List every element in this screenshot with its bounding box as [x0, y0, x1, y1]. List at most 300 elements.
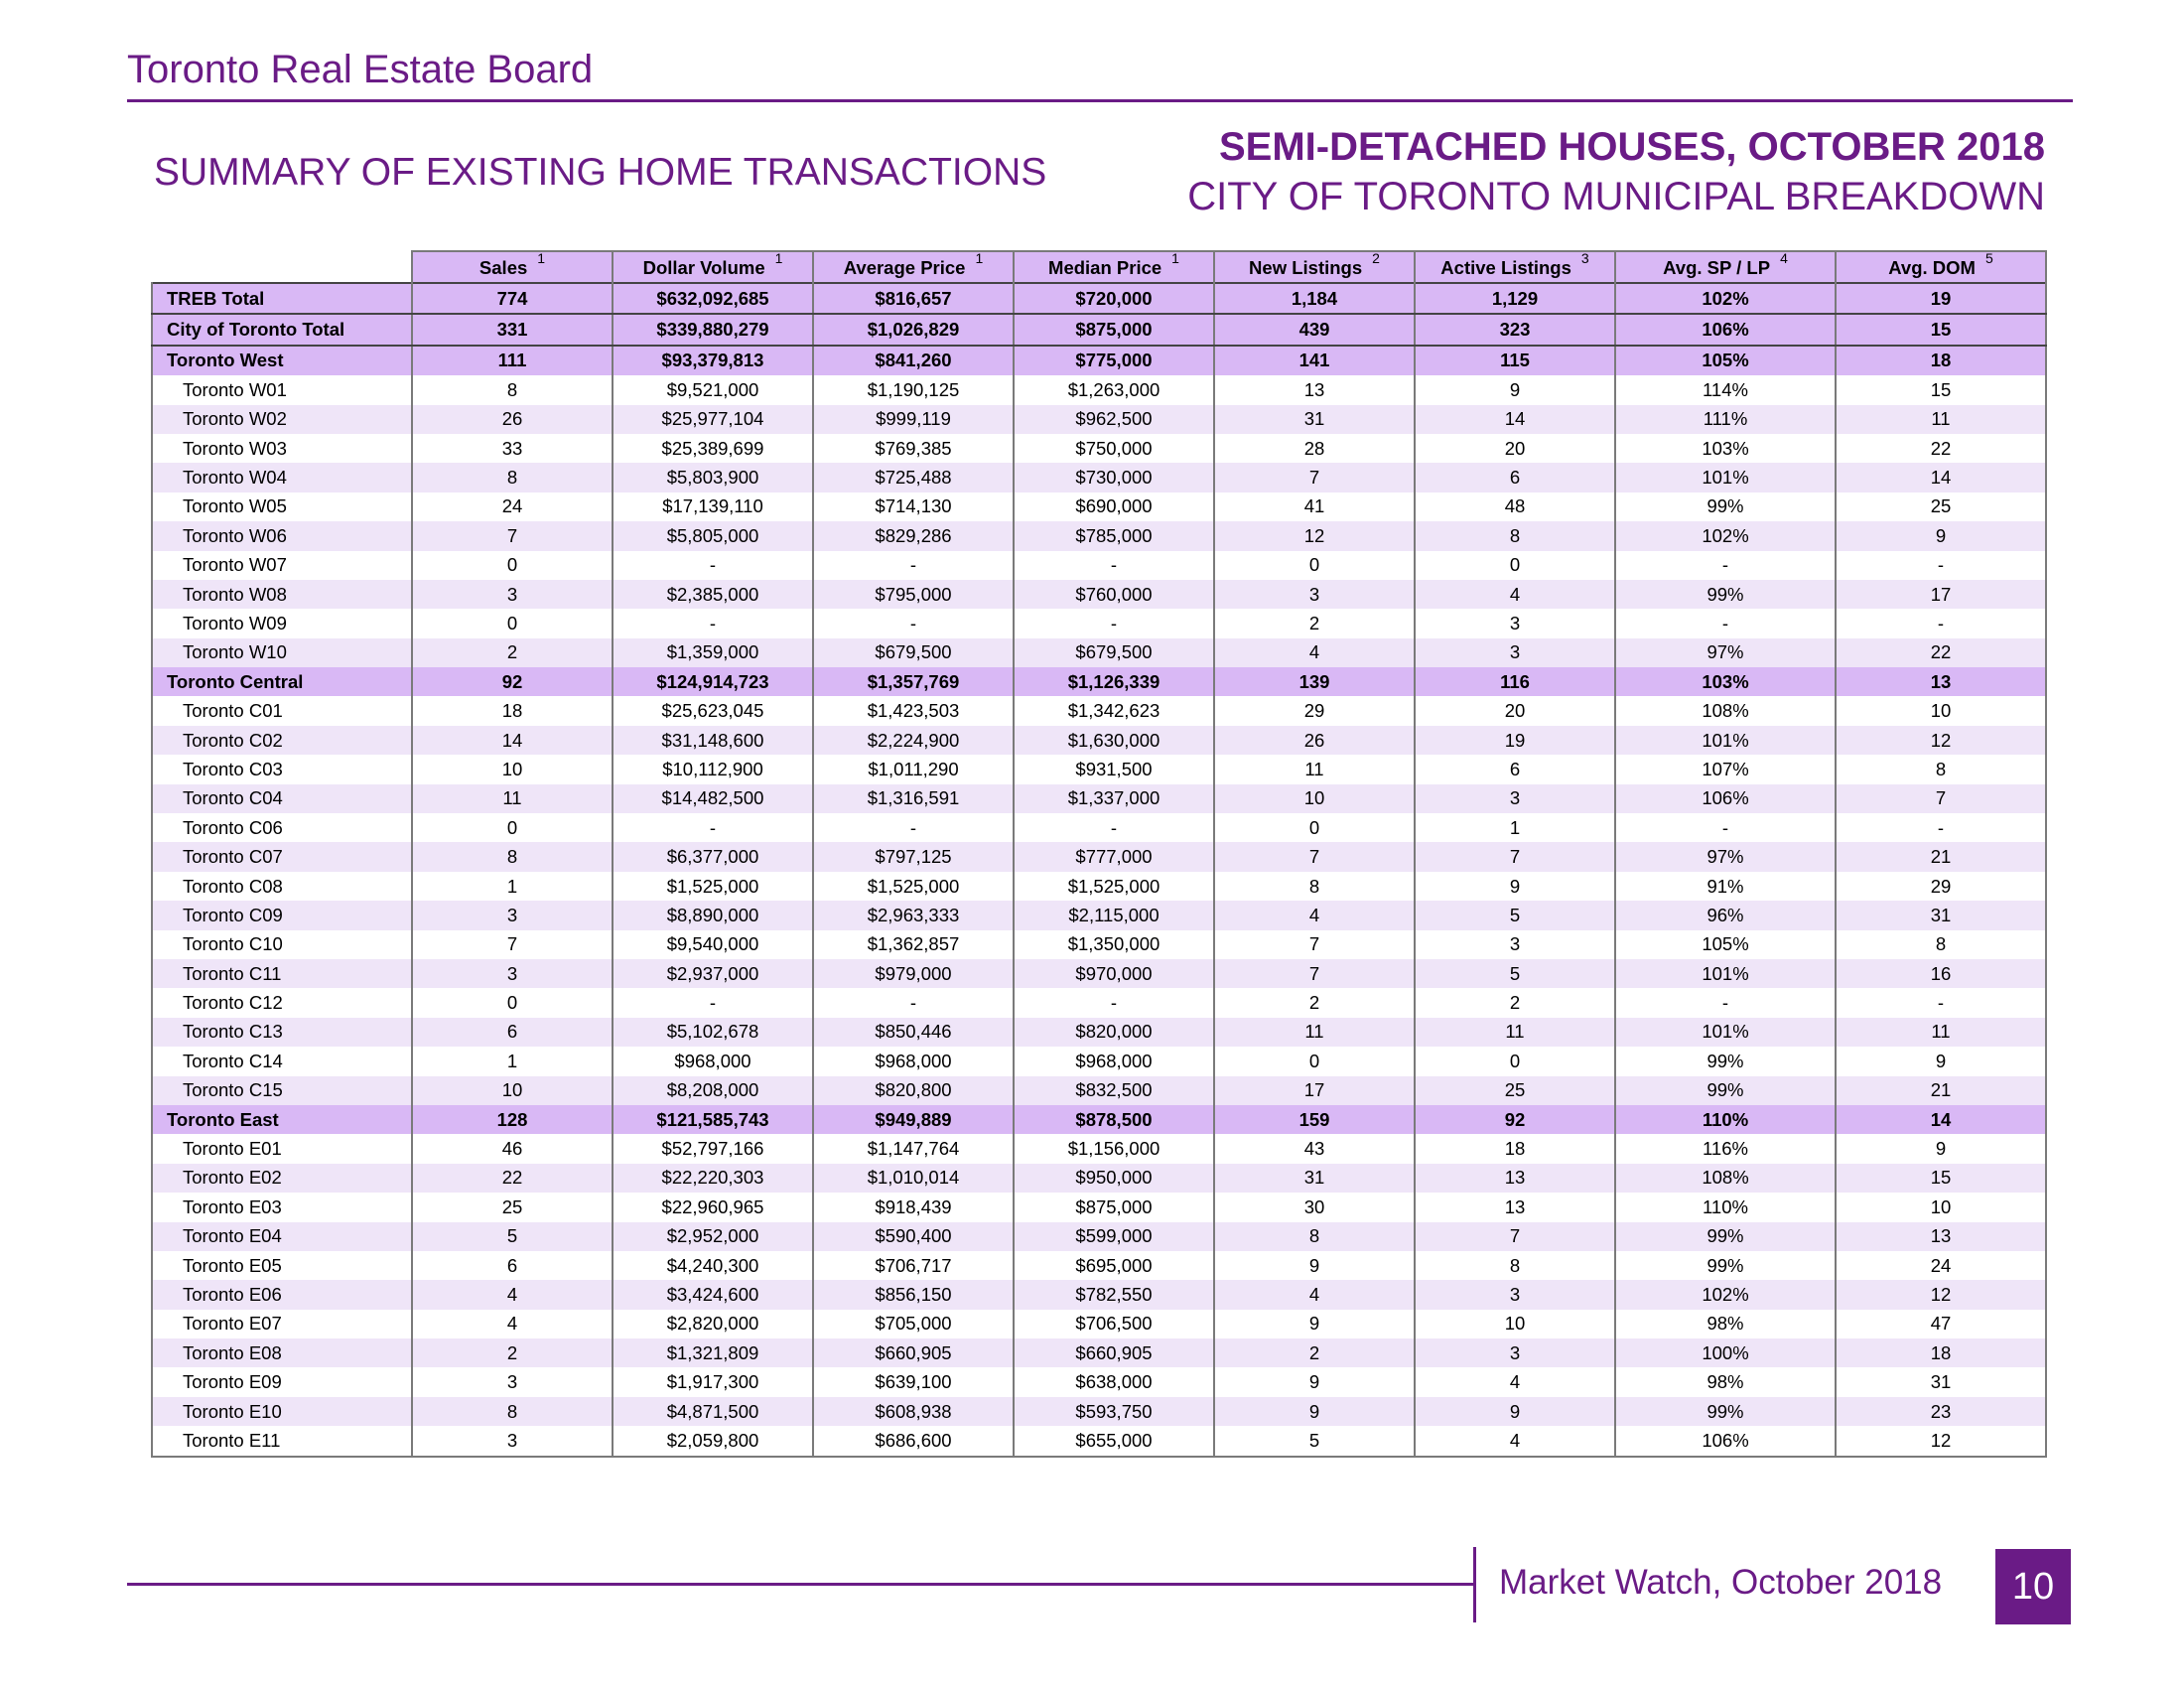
table-cell: 98%: [1615, 1367, 1836, 1396]
district-row: [152, 1222, 2046, 1251]
district-row: [152, 1193, 2046, 1221]
region-row: [152, 1105, 2046, 1134]
table-cell: -: [813, 551, 1014, 580]
table-cell: 6: [1415, 755, 1615, 783]
table-cell: $1,147,764: [813, 1134, 1014, 1163]
table-cell: 0: [1415, 1047, 1615, 1075]
table-cell: 108%: [1615, 696, 1836, 725]
table-cell: 1,129: [1415, 283, 1615, 314]
table-cell: 91%: [1615, 872, 1836, 901]
row-label: Toronto E11: [152, 1426, 412, 1456]
table-cell: 106%: [1615, 784, 1836, 813]
table-cell: 13: [1415, 1164, 1615, 1193]
table-cell: 105%: [1615, 930, 1836, 959]
table-cell: 159: [1214, 1105, 1415, 1134]
table-cell: 26: [412, 405, 613, 434]
table-cell: $1,263,000: [1014, 375, 1214, 404]
district-row: [152, 375, 2046, 404]
footnote-marker: 3: [1580, 250, 1589, 267]
summary-heading: SUMMARY OF EXISTING HOME TRANSACTIONS: [154, 151, 1047, 194]
table-cell: 0: [412, 551, 613, 580]
table-cell: $706,500: [1014, 1310, 1214, 1338]
table-cell: $1,342,623: [1014, 696, 1214, 725]
table-cell: 9: [1836, 1134, 2046, 1163]
table-cell: $841,260: [813, 346, 1014, 375]
table-cell: 97%: [1615, 638, 1836, 667]
header-blank-cell: [152, 251, 412, 283]
table-cell: 2: [1214, 1338, 1415, 1367]
table-cell: -: [613, 551, 813, 580]
table-cell: 11: [1214, 755, 1415, 783]
row-label: Toronto C07: [152, 842, 412, 871]
district-row: [152, 696, 2046, 725]
table-cell: 7: [1214, 959, 1415, 988]
region-row: [152, 346, 2046, 375]
table-cell: $1,156,000: [1014, 1134, 1214, 1163]
table-cell: 10: [412, 1076, 613, 1105]
table-cell: 3: [412, 901, 613, 929]
district-row: [152, 901, 2046, 929]
row-label: Toronto C12: [152, 988, 412, 1017]
table-cell: -: [1014, 813, 1214, 842]
table-cell: $93,379,813: [613, 346, 813, 375]
table-cell: -: [813, 813, 1014, 842]
district-row: [152, 405, 2046, 434]
district-row: [152, 1047, 2046, 1075]
table-cell: 116: [1415, 667, 1615, 696]
table-cell: 4: [412, 1310, 613, 1338]
table-cell: $2,059,800: [613, 1426, 813, 1456]
table-cell: $31,148,600: [613, 726, 813, 755]
row-label: Toronto C11: [152, 959, 412, 988]
table-cell: 22: [1836, 638, 2046, 667]
row-label: City of Toronto Total: [152, 314, 412, 345]
table-cell: 9: [1214, 1367, 1415, 1396]
table-cell: 116%: [1615, 1134, 1836, 1163]
district-row: [152, 609, 2046, 637]
table-cell: $797,125: [813, 842, 1014, 871]
table-cell: 108%: [1615, 1164, 1836, 1193]
column-header: [613, 251, 813, 283]
table-cell: 5: [1415, 901, 1615, 929]
column-header: [1415, 251, 1615, 283]
table-cell: 24: [1836, 1251, 2046, 1280]
district-row: [152, 1134, 2046, 1163]
table-cell: $760,000: [1014, 580, 1214, 609]
table-cell: $1,010,014: [813, 1164, 1014, 1193]
row-label: Toronto C03: [152, 755, 412, 783]
row-label: Toronto C04: [152, 784, 412, 813]
table-cell: 19: [1836, 283, 2046, 314]
table-cell: 33: [412, 434, 613, 463]
publication-label: Market Watch, October 2018: [1499, 1563, 1943, 1602]
district-row: [152, 1018, 2046, 1047]
table-cell: 13: [1415, 1193, 1615, 1221]
table-cell: $777,000: [1014, 842, 1214, 871]
table-cell: $1,359,000: [613, 638, 813, 667]
table-cell: $1,026,829: [813, 314, 1014, 345]
table-cell: $679,500: [1014, 638, 1214, 667]
table-cell: -: [813, 609, 1014, 637]
page-number-badge: 10: [1995, 1549, 2071, 1624]
table-cell: 11: [1836, 1018, 2046, 1047]
table-cell: 6: [1415, 463, 1615, 492]
row-label: Toronto East: [152, 1105, 412, 1134]
table-cell: $3,424,600: [613, 1280, 813, 1309]
table-header-row: [152, 251, 2046, 283]
row-label: Toronto C06: [152, 813, 412, 842]
table-cell: 8: [1836, 930, 2046, 959]
table-cell: $690,000: [1014, 492, 1214, 521]
table-cell: 20: [1415, 434, 1615, 463]
footnote-marker: 5: [1984, 250, 1993, 267]
table-cell: $679,500: [813, 638, 1014, 667]
table-cell: 4: [1415, 1426, 1615, 1456]
table-cell: $638,000: [1014, 1367, 1214, 1396]
table-cell: 30: [1214, 1193, 1415, 1221]
table-cell: 103%: [1615, 434, 1836, 463]
table-cell: 102%: [1615, 1280, 1836, 1309]
table-cell: $124,914,723: [613, 667, 813, 696]
row-label: Toronto E03: [152, 1193, 412, 1221]
table-cell: 10: [1836, 1193, 2046, 1221]
table-cell: 111: [412, 346, 613, 375]
district-row: [152, 1076, 2046, 1105]
row-label: Toronto W06: [152, 521, 412, 550]
table-cell: 48: [1415, 492, 1615, 521]
table-cell: $2,385,000: [613, 580, 813, 609]
district-row: [152, 959, 2046, 988]
table-cell: 9: [1415, 375, 1615, 404]
column-header: [1214, 251, 1415, 283]
table-cell: $750,000: [1014, 434, 1214, 463]
table-cell: 3: [1415, 1280, 1615, 1309]
row-label: Toronto C09: [152, 901, 412, 929]
table-cell: 25: [1836, 492, 2046, 521]
table-cell: $17,139,110: [613, 492, 813, 521]
table-cell: $816,657: [813, 283, 1014, 314]
table-cell: $820,000: [1014, 1018, 1214, 1047]
table-cell: 8: [412, 463, 613, 492]
table-cell: $590,400: [813, 1222, 1014, 1251]
district-row: [152, 755, 2046, 783]
table-cell: 11: [412, 784, 613, 813]
row-label: Toronto E08: [152, 1338, 412, 1367]
table-cell: 0: [1415, 551, 1615, 580]
district-row: [152, 872, 2046, 901]
column-header: [813, 251, 1014, 283]
table-cell: $4,240,300: [613, 1251, 813, 1280]
table-cell: 99%: [1615, 1222, 1836, 1251]
table-cell: 1: [412, 872, 613, 901]
table-cell: 16: [1836, 959, 2046, 988]
table-cell: 101%: [1615, 959, 1836, 988]
table-cell: 0: [1214, 813, 1415, 842]
table-cell: -: [1014, 551, 1214, 580]
table-cell: 96%: [1615, 901, 1836, 929]
table-cell: 12: [1836, 1280, 2046, 1309]
table-cell: 12: [1836, 1426, 2046, 1456]
table-cell: -: [1615, 813, 1836, 842]
table-cell: 0: [412, 813, 613, 842]
table-cell: -: [1014, 609, 1214, 637]
table-cell: $9,521,000: [613, 375, 813, 404]
district-row: [152, 463, 2046, 492]
table-cell: 31: [1214, 1164, 1415, 1193]
table-cell: 5: [1415, 959, 1615, 988]
table-cell: 102%: [1615, 283, 1836, 314]
table-cell: $782,550: [1014, 1280, 1214, 1309]
table-body: [152, 283, 2046, 1457]
row-label: Toronto E09: [152, 1367, 412, 1396]
table-cell: 31: [1214, 405, 1415, 434]
table-cell: $339,880,279: [613, 314, 813, 345]
table-cell: -: [613, 609, 813, 637]
table-cell: $686,600: [813, 1426, 1014, 1456]
table-cell: 331: [412, 314, 613, 345]
footer-vertical-divider: [1473, 1547, 1476, 1622]
table-cell: 139: [1214, 667, 1415, 696]
table-cell: 19: [1415, 726, 1615, 755]
table-cell: 0: [412, 609, 613, 637]
table-cell: $1,190,125: [813, 375, 1014, 404]
row-label: Toronto C13: [152, 1018, 412, 1047]
table-cell: $6,377,000: [613, 842, 813, 871]
table-cell: 0: [1214, 1047, 1415, 1075]
table-cell: $1,321,809: [613, 1338, 813, 1367]
header-divider: [127, 99, 2073, 102]
table-cell: 21: [1836, 842, 2046, 871]
table-cell: 106%: [1615, 1426, 1836, 1456]
column-header: [1836, 251, 2046, 283]
footnote-marker: 1: [975, 250, 984, 267]
footnote-marker: 1: [774, 250, 783, 267]
district-row: [152, 930, 2046, 959]
table-cell: $918,439: [813, 1193, 1014, 1221]
table-cell: $795,000: [813, 580, 1014, 609]
table-cell: 99%: [1615, 1397, 1836, 1426]
table-cell: 18: [412, 696, 613, 725]
transactions-table: [151, 250, 2047, 1458]
row-label: Toronto C10: [152, 930, 412, 959]
table-cell: 12: [1836, 726, 2046, 755]
table-cell: 103%: [1615, 667, 1836, 696]
table-cell: $1,350,000: [1014, 930, 1214, 959]
row-label: Toronto W05: [152, 492, 412, 521]
table-cell: 101%: [1615, 726, 1836, 755]
table-cell: 323: [1415, 314, 1615, 345]
footnote-marker: 1: [1171, 250, 1179, 267]
table-cell: $832,500: [1014, 1076, 1214, 1105]
table-cell: 3: [412, 580, 613, 609]
district-row: [152, 551, 2046, 580]
column-header-label: Avg. SP / LP: [1663, 257, 1771, 279]
table-cell: $1,630,000: [1014, 726, 1214, 755]
table-cell: $714,130: [813, 492, 1014, 521]
table-cell: 4: [1214, 1280, 1415, 1309]
table-cell: 10: [1836, 696, 2046, 725]
district-row: [152, 813, 2046, 842]
table-cell: $25,623,045: [613, 696, 813, 725]
table-cell: 97%: [1615, 842, 1836, 871]
table-cell: $22,960,965: [613, 1193, 813, 1221]
table-cell: 8: [1214, 1222, 1415, 1251]
table-cell: 13: [1836, 1222, 2046, 1251]
district-row: [152, 988, 2046, 1017]
table-cell: 14: [1836, 463, 2046, 492]
table-cell: 17: [1836, 580, 2046, 609]
table-cell: $599,000: [1014, 1222, 1214, 1251]
table-cell: 5: [412, 1222, 613, 1251]
table-cell: 8: [412, 842, 613, 871]
column-header-label: Active Listings: [1440, 257, 1571, 279]
table-cell: 3: [1415, 1338, 1615, 1367]
district-row: [152, 726, 2046, 755]
district-row: [152, 1310, 2046, 1338]
table-cell: -: [1615, 551, 1836, 580]
table-cell: 9: [1836, 1047, 2046, 1075]
table-cell: 3: [412, 1426, 613, 1456]
row-label: Toronto W08: [152, 580, 412, 609]
table-cell: 15: [1836, 314, 2046, 345]
table-cell: 29: [1836, 872, 2046, 901]
table-cell: 2: [1415, 988, 1615, 1017]
table-cell: $8,890,000: [613, 901, 813, 929]
district-row: [152, 492, 2046, 521]
table-cell: 14: [412, 726, 613, 755]
table-cell: -: [1836, 609, 2046, 637]
table-cell: $593,750: [1014, 1397, 1214, 1426]
table-cell: 9: [1415, 1397, 1615, 1426]
table-cell: 102%: [1615, 521, 1836, 550]
table-cell: 17: [1214, 1076, 1415, 1105]
table-cell: 2: [1214, 609, 1415, 637]
table-cell: 99%: [1615, 1047, 1836, 1075]
table-cell: -: [1615, 988, 1836, 1017]
table-cell: $1,525,000: [613, 872, 813, 901]
district-row: [152, 521, 2046, 550]
column-header-label: Average Price: [843, 257, 966, 279]
row-label: Toronto W07: [152, 551, 412, 580]
table-cell: $632,092,685: [613, 283, 813, 314]
district-row: [152, 1426, 2046, 1456]
table-cell: $820,800: [813, 1076, 1014, 1105]
table-cell: 18: [1836, 1338, 2046, 1367]
district-row: [152, 638, 2046, 667]
row-label: Toronto Central: [152, 667, 412, 696]
district-row: [152, 1367, 2046, 1396]
table-cell: -: [1014, 988, 1214, 1017]
table-cell: $9,540,000: [613, 930, 813, 959]
table-cell: -: [613, 988, 813, 1017]
row-label: Toronto C15: [152, 1076, 412, 1105]
table-cell: 28: [1214, 434, 1415, 463]
table-cell: 7: [1214, 930, 1415, 959]
table-cell: 9: [1214, 1397, 1415, 1426]
table-cell: $655,000: [1014, 1426, 1214, 1456]
table-cell: -: [1615, 609, 1836, 637]
footnote-marker: 2: [1372, 250, 1380, 267]
table-cell: $2,224,900: [813, 726, 1014, 755]
table-cell: 141: [1214, 346, 1415, 375]
table-cell: 8: [1214, 872, 1415, 901]
column-header-label: Median Price: [1048, 257, 1162, 279]
table-cell: 41: [1214, 492, 1415, 521]
table-cell: 92: [412, 667, 613, 696]
table-cell: $999,119: [813, 405, 1014, 434]
table-cell: 3: [1415, 930, 1615, 959]
row-label: Toronto E02: [152, 1164, 412, 1193]
table-cell: 7: [412, 521, 613, 550]
table-cell: $1,011,290: [813, 755, 1014, 783]
table-cell: 99%: [1615, 492, 1836, 521]
table-cell: $856,150: [813, 1280, 1014, 1309]
table-cell: 8: [1836, 755, 2046, 783]
table-cell: 26: [1214, 726, 1415, 755]
table-cell: 7: [1836, 784, 2046, 813]
table-cell: 29: [1214, 696, 1415, 725]
table-cell: 22: [1836, 434, 2046, 463]
row-label: TREB Total: [152, 283, 412, 314]
table-cell: 100%: [1615, 1338, 1836, 1367]
row-label: Toronto W09: [152, 609, 412, 637]
table-cell: 6: [412, 1251, 613, 1280]
table-cell: 99%: [1615, 1251, 1836, 1280]
table-cell: 22: [412, 1164, 613, 1193]
table-cell: 2: [412, 638, 613, 667]
column-header-label: Dollar Volume: [642, 257, 765, 279]
table-cell: 2: [412, 1338, 613, 1367]
table-cell: 7: [412, 930, 613, 959]
table-cell: $2,937,000: [613, 959, 813, 988]
row-label: Toronto E06: [152, 1280, 412, 1309]
row-label: Toronto E01: [152, 1134, 412, 1163]
table-cell: 101%: [1615, 463, 1836, 492]
table-cell: 9: [1214, 1310, 1415, 1338]
table-cell: 2: [1214, 988, 1415, 1017]
table-cell: $850,446: [813, 1018, 1014, 1047]
table-cell: $1,362,857: [813, 930, 1014, 959]
table-cell: $949,889: [813, 1105, 1014, 1134]
district-row: [152, 842, 2046, 871]
table-cell: $660,905: [1014, 1338, 1214, 1367]
row-label: Toronto E04: [152, 1222, 412, 1251]
table-cell: 46: [412, 1134, 613, 1163]
table-cell: $785,000: [1014, 521, 1214, 550]
table-cell: $878,500: [1014, 1105, 1214, 1134]
column-header: [1615, 251, 1836, 283]
table-cell: 10: [1415, 1310, 1615, 1338]
table-cell: 92: [1415, 1105, 1615, 1134]
table-cell: -: [1836, 813, 2046, 842]
row-label: Toronto E07: [152, 1310, 412, 1338]
table-cell: $968,000: [613, 1047, 813, 1075]
district-row: [152, 1397, 2046, 1426]
row-label: Toronto C01: [152, 696, 412, 725]
row-label: Toronto W04: [152, 463, 412, 492]
table-cell: 14: [1415, 405, 1615, 434]
table-cell: 4: [1415, 1367, 1615, 1396]
table-cell: -: [613, 813, 813, 842]
table-cell: $25,977,104: [613, 405, 813, 434]
table-cell: $660,905: [813, 1338, 1014, 1367]
row-label: Toronto W02: [152, 405, 412, 434]
table-cell: 3: [1415, 609, 1615, 637]
table-cell: 99%: [1615, 580, 1836, 609]
row-label: Toronto W03: [152, 434, 412, 463]
table-cell: 18: [1836, 346, 2046, 375]
table-cell: $962,500: [1014, 405, 1214, 434]
